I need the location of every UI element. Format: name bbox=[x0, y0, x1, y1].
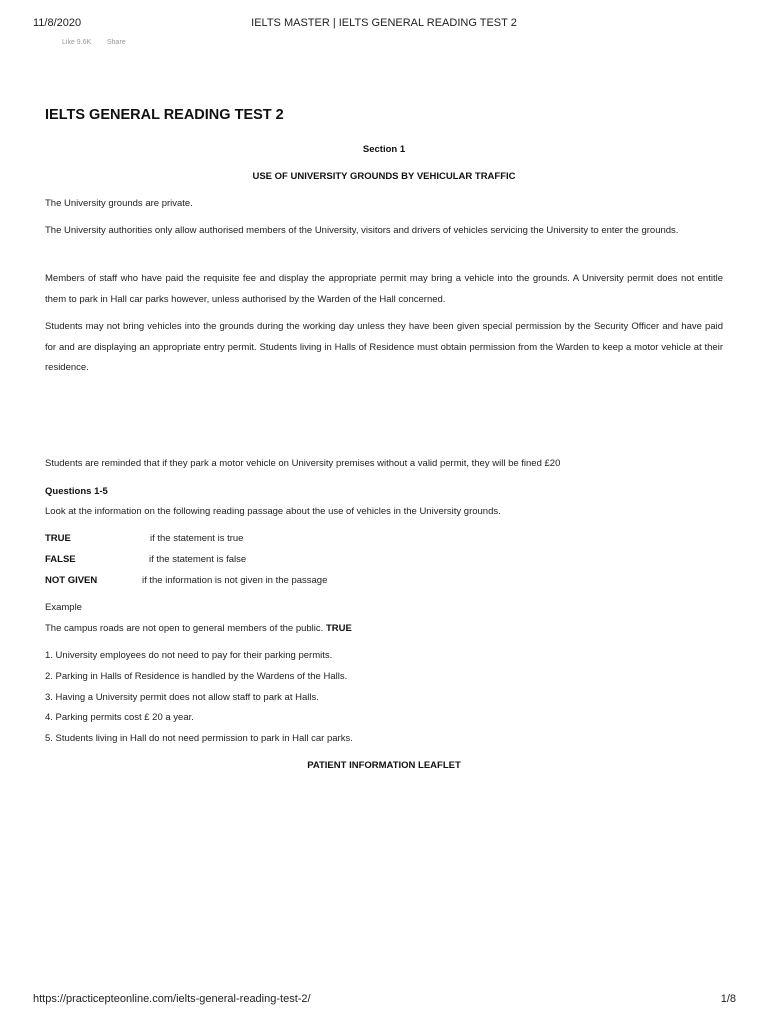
answer-meaning-not-given: if the information is not given in the passage bbox=[142, 575, 328, 586]
example-label: Example bbox=[45, 602, 82, 613]
question-1: 1. University employees do not need to pay for their parking permits. bbox=[45, 650, 333, 661]
answer-meaning-true: if the statement is true bbox=[150, 533, 244, 544]
example-answer: TRUE bbox=[325, 623, 352, 634]
instructions: Look at the information on the following reading passage about the use of vehicles in the University grounds. bbox=[45, 506, 501, 517]
next-section-heading: PATIENT INFORMATION LEAFLET bbox=[307, 760, 461, 771]
section-heading: USE OF UNIVERSITY GROUNDS BY VEHICULAR TRAFFIC bbox=[252, 171, 516, 182]
passage-paragraph-5: Students are reminded that if they park a motor vehicle on University premises without a valid permit, they will be fined £20 bbox=[45, 458, 561, 469]
page-number: 1/8 bbox=[720, 993, 736, 1005]
answer-term-false: FALSE bbox=[45, 554, 76, 565]
passage-paragraph-2: The University authorities only allow authorised members of the University, visitors and drivers of vehicles servicing the University to enter the grounds. bbox=[45, 225, 679, 236]
example-line bbox=[45, 623, 352, 634]
share-button[interactable]: Share bbox=[107, 39, 126, 46]
page-url-link[interactable]: https://practicepteonline.com/ielts-general-reading-test-2/ bbox=[33, 993, 311, 1005]
question-2: 2. Parking in Halls of Residence is handled by the Wardens of the Halls. bbox=[45, 671, 348, 682]
answer-term-true: TRUE bbox=[45, 533, 71, 544]
section-label: Section 1 bbox=[362, 144, 406, 155]
example-statement: The campus roads are not open to general members of the public. bbox=[45, 623, 324, 634]
answer-term-not-given: NOT GIVEN bbox=[45, 575, 98, 586]
answer-meaning-false: if the statement is false bbox=[149, 554, 247, 565]
passage-paragraph-4: Students may not bring vehicles into the grounds during the working day unless they have been given special permission by the Security Officer and have paid for and are displaying an appropriate entry permit. Students living in Halls of Residence must obtain permission from the Warden to keep a motor vehicle at their residence. bbox=[45, 321, 723, 373]
question-3: 3. Having a University permit does not allow staff to park at Halls. bbox=[45, 692, 319, 703]
page-title: IELTS GENERAL READING TEST 2 bbox=[45, 107, 284, 123]
like-button[interactable]: Like 9.6K bbox=[62, 39, 92, 46]
print-title: IELTS MASTER | IELTS GENERAL READING TEST 2 bbox=[251, 17, 517, 29]
passage-paragraph-1: The University grounds are private. bbox=[45, 198, 193, 209]
print-date: 11/8/2020 bbox=[33, 17, 82, 29]
passage-paragraph-3: Members of staff who have paid the requisite fee and display the appropriate permit may bring a vehicle into the grounds. A University permit does not entitle them to park in Hall car parks however, unless authorised by the Warden of the Hall concerned. bbox=[45, 273, 723, 305]
question-4: 4. Parking permits cost £ 20 a year. bbox=[45, 712, 194, 723]
question-5: 5. Students living in Hall do not need permission to park in Hall car parks. bbox=[45, 733, 353, 744]
questions-heading: Questions 1-5 bbox=[45, 486, 108, 497]
